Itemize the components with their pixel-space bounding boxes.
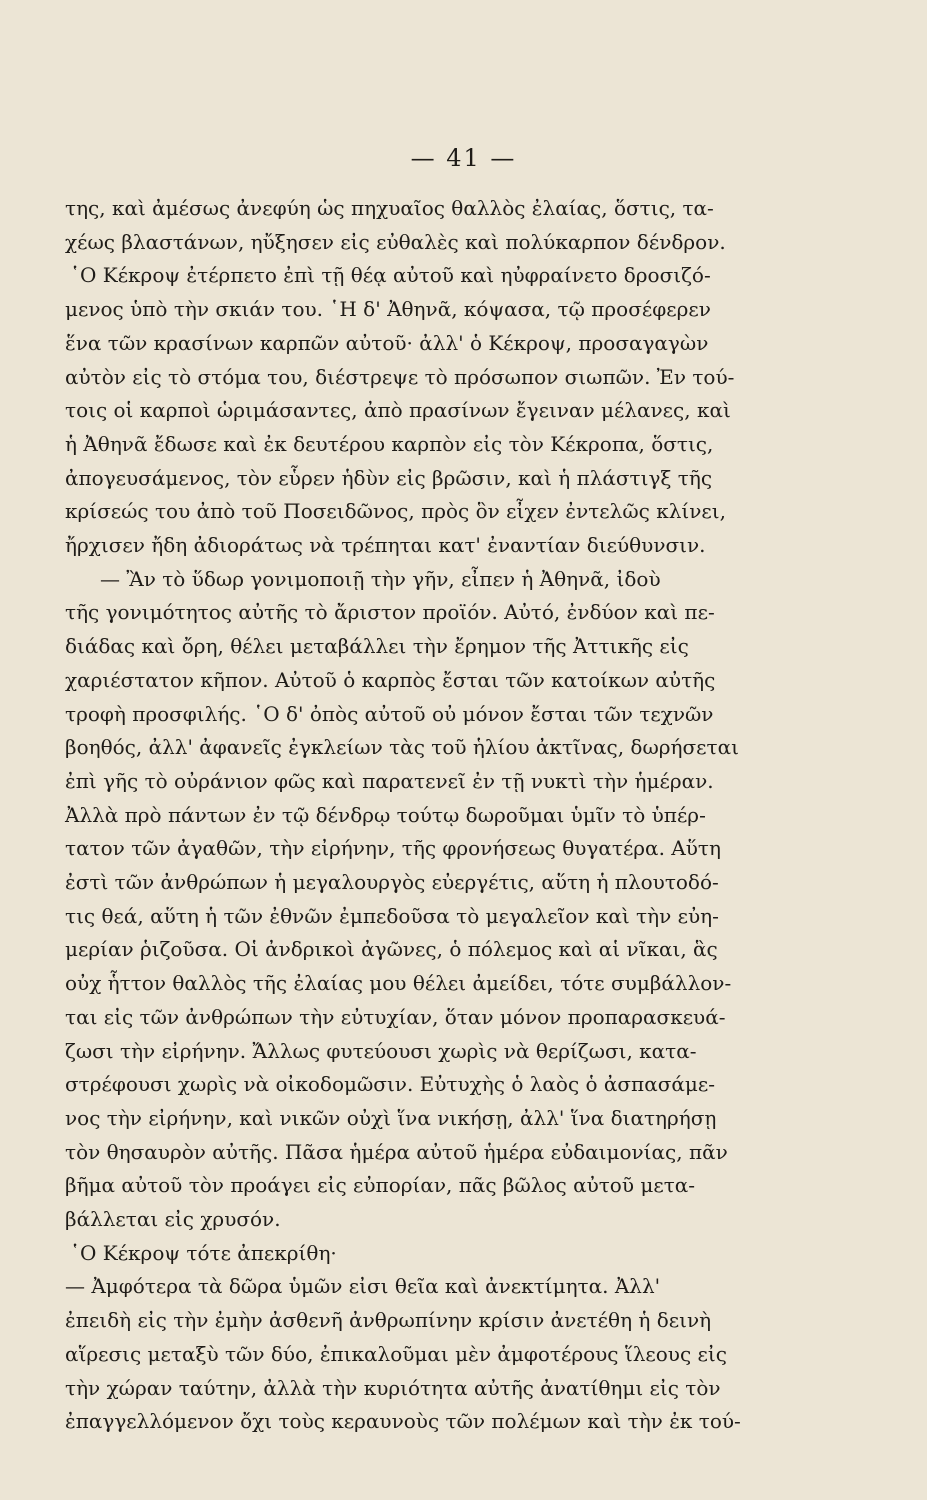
text-line: ἤρχισεν ἤδη ἀδιοράτως νὰ τρέπηται κατ' ἐναντίαν διεύθυνσιν. — [65, 533, 706, 557]
text-line: Ἀλλὰ πρὸ πάντων ἐν τῷ δένδρῳ τούτῳ δωροῦμαι ὑμῖν τὸ ὑπέρ- — [65, 802, 706, 827]
text-line: στρέφουσι χωρὶς νὰ οἰκοδομῶσιν. Εὐτυχὴς ὁ λαὸς ὁ ἀσπασάμε- — [65, 1072, 715, 1097]
text-line: ται εἰς τῶν ἀνθρώπων τὴν εὐτυχίαν, ὅταν μόνον προπαρασκευά- — [65, 1004, 726, 1029]
text-line: αὐτὸν εἰς τὸ στόμα του, διέστρεψε τὸ πρόσωπον σιωπῶν. Ἐν τού- — [65, 364, 735, 389]
text-line: ἡ Ἀθηνᾶ ἔδωσε καὶ ἐκ δευτέρου καρπὸν εἰς τὸν Κέκροπα, ὅστις, — [65, 431, 714, 456]
text-line: ῾Ο Κέκροψ ἐτέρπετο ἐπὶ τῇ θέᾳ αὐτοῦ καὶ ηὐφραίνετο δροσιζό- — [70, 263, 711, 288]
text-line: της, καὶ ἀμέσως ἀνεφύη ὡς πηχυαῖος θαλλὸς ἐλαίας, ὅστις, τα- — [65, 196, 714, 220]
text-line: τις θεά, αὕτη ἡ τῶν ἐθνῶν ἐμπεδοῦσα τὸ μεγαλεῖον καὶ τὴν εὐη- — [65, 903, 719, 928]
text-line: ῾Ο Κέκροψ τότε ἀπεκρίθη· — [70, 1240, 337, 1265]
text-line: χαριέστατον κῆπον. Αὐτοῦ ὁ καρπὸς ἔσται τῶν κατοίκων αὐτῆς — [65, 667, 716, 692]
text-line: μερίαν ῥιζοῦσα. Οἱ ἀνδρικοὶ ἀγῶνες, ὁ πόλεμος καὶ αἱ νῖκαι, ἃς — [65, 937, 718, 962]
text-line: ἐπαγγελλόμενον ὄχι τοὺς κεραυνοὺς τῶν πολέμων καὶ τὴν ἐκ τού- — [65, 1409, 741, 1434]
text-line: ζωσι τὴν εἰρήνην. Ἄλλως φυτεύουσι χωρὶς νὰ θερίζωσι, κατα- — [65, 1038, 697, 1063]
page-number: — 41 — — [410, 144, 517, 172]
text-line: αἵρεσις μεταξὺ τῶν δύο, ἐπικαλοῦμαι μὲν ἀμφοτέρους ἵλεους εἰς — [65, 1341, 727, 1366]
text-line: τροφὴ προσφιλής. ῾Ο δ' ὀπὸς αὐτοῦ οὐ μόνον ἔσται τῶν τεχνῶν — [65, 701, 714, 726]
text-line: βῆμα αὐτοῦ τὸν προάγει εἰς εὐπορίαν, πᾶς βῶλος αὐτοῦ μετα- — [65, 1173, 696, 1198]
text-line: νος τὴν εἰρήνην, καὶ νικῶν οὐχὶ ἵνα νικήσῃ, ἀλλ' ἵνα διατηρήσῃ — [65, 1105, 717, 1130]
text-line: κρίσεώς του ἀπὸ τοῦ Ποσειδῶνος, πρὸς ὃν εἶχεν ἐντελῶς κλίνει, — [65, 499, 726, 524]
text-line: οὐχ ἧττον θαλλὸς τῆς ἐλαίας μου θέλει ἀμείδει, τότε συμβάλλον- — [65, 971, 732, 996]
text-line: τὴν χώραν ταύτην, ἀλλὰ τὴν κυριότητα αὐτῆς ἀνατίθημι εἰς τὸν — [65, 1375, 721, 1400]
text-line: ἐπὶ γῆς τὸ οὐράνιον φῶς καὶ παρατενεῖ ἐν τῇ νυκτὶ τὴν ἡμέραν. — [65, 768, 714, 793]
text-line: διάδας καὶ ὄρη, θέλει μεταβάλλει τὴν ἔρημον τῆς Ἀττικῆς εἰς — [65, 634, 689, 659]
text-line: ἀπογευσάμενος, τὸν εὗρεν ἡδὺν εἰς βρῶσιν, καὶ ἡ πλάστιγξ τῆς — [65, 465, 713, 490]
text-line: — Ἂν τὸ ὕδωρ γονιμοποιῇ τὴν γῆν, εἶπεν ἡ Ἀθηνᾶ, ἰδοὺ — [100, 566, 661, 591]
text-line: τὸν θησαυρὸν αὐτῆς. Πᾶσα ἡμέρα αὐτοῦ ἡμέρα εὐδαιμονίας, πᾶν — [65, 1139, 728, 1164]
text-line: ἐπειδὴ εἰς τὴν ἐμὴν ἀσθενῆ ἀνθρωπίνην κρίσιν ἀνετέθη ἡ δεινὴ — [65, 1308, 712, 1333]
text-line: ἕνα τῶν κρασίνων καρπῶν αὐτοῦ· ἀλλ' ὁ Κέκροψ, προσαγαγὼν — [65, 330, 709, 355]
text-line: βάλλεται εἰς χρυσόν. — [65, 1207, 281, 1231]
text-line: τοις οἱ καρποὶ ὡριμάσαντες, ἀπὸ πρασίνων ἔγειναν μέλανες, καὶ — [65, 398, 731, 423]
text-line: — Ἀμφότερα τὰ δῶρα ὑμῶν εἰσι θεῖα καὶ ἀνεκτίμητα. Ἀλλ' — [65, 1274, 661, 1299]
text-line: τατον τῶν ἀγαθῶν, τὴν εἰρήνην, τῆς φρονήσεως θυγατέρα. Αὕτη — [65, 836, 721, 861]
text-line: ἐστὶ τῶν ἀνθρώπων ἡ μεγαλουργὸς εὐεργέτις, αὕτη ἡ πλουτοδό- — [65, 870, 719, 894]
text-line: χέως βλαστάνων, ηὔξησεν εἰς εὐθαλὲς καὶ πολύκαρπον δένδρον. — [65, 229, 726, 254]
text-line: μενος ὑπὸ τὴν σκιάν του. ῾Η δ' Ἀθηνᾶ, κόψασα, τῷ προσέφερεν — [65, 297, 711, 322]
text-line: τῆς γονιμότητος αὐτῆς τὸ ἄριστον προϊόν. Αὐτό, ἐνδύον καὶ πε- — [65, 600, 715, 625]
text-line: βοηθός, ἀλλ' ἀφανεῖς ἐγκλείων τὰς τοῦ ἡλίου ἀκτῖνας, δωρήσεται — [65, 735, 739, 760]
